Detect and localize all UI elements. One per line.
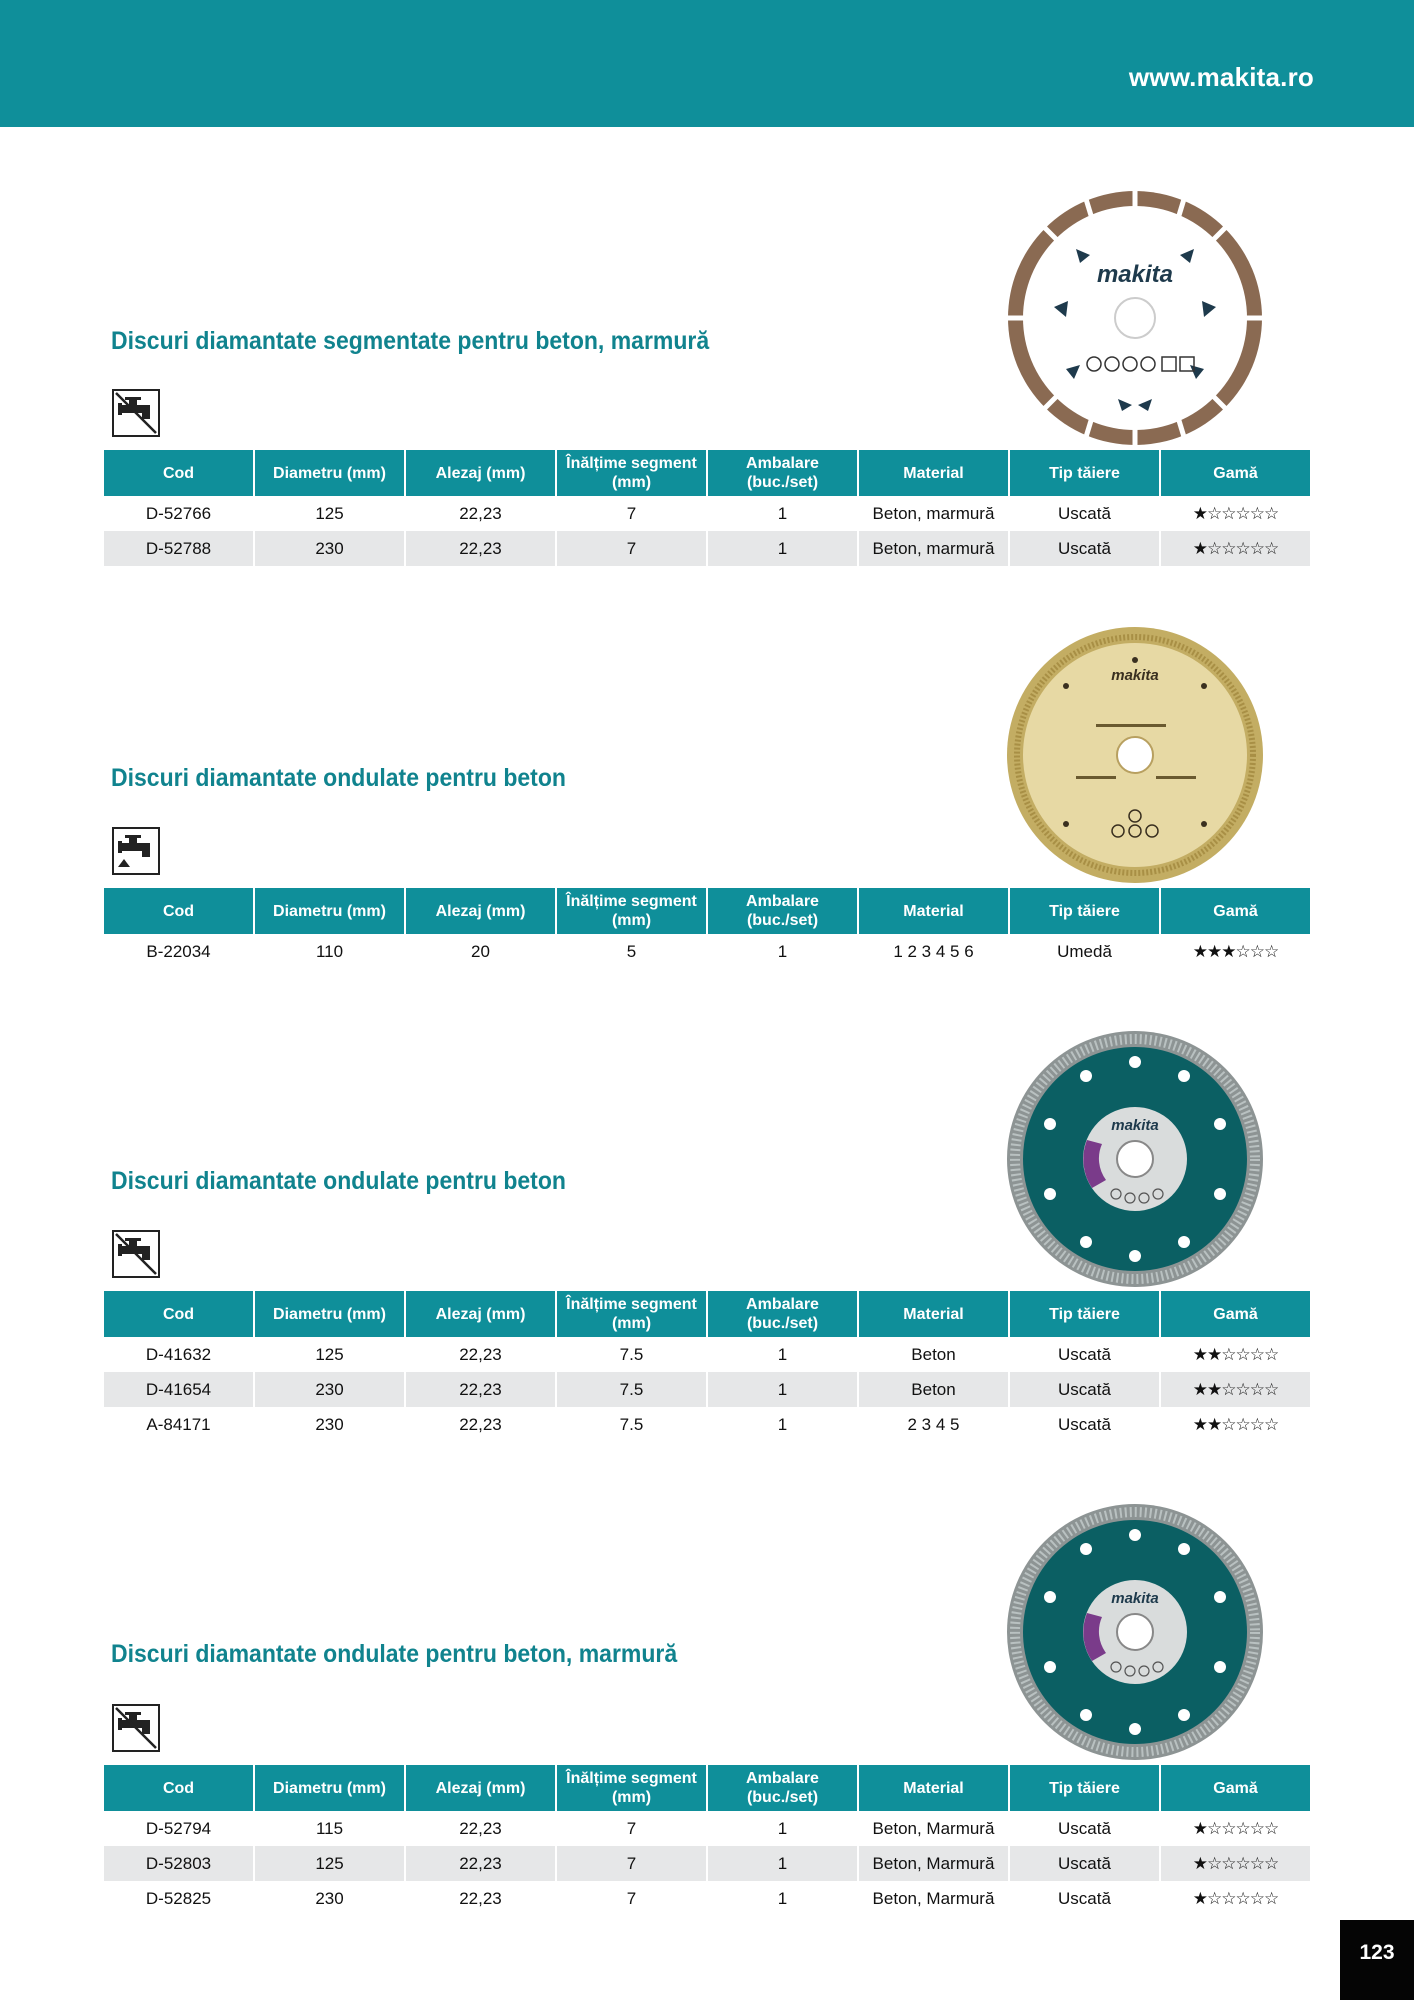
spec-table	[102, 1765, 1312, 1916]
spec-table	[102, 450, 1312, 566]
table-row	[104, 934, 1310, 969]
page-number: 123	[1340, 1920, 1414, 2000]
cell-cod: D-41654	[104, 1372, 253, 1407]
section-title: Discuri diamantate ondulate pentru beton	[111, 1167, 566, 1195]
cell-gama	[1161, 1881, 1310, 1916]
cell-cod: D-52794	[145, 1818, 212, 1838]
cell-cod: D-52766	[145, 503, 212, 523]
col-header-cod: Cod	[104, 1765, 253, 1811]
col-header-material: Material	[859, 1291, 1008, 1337]
rating-stars: ★☆☆☆☆☆	[1192, 1888, 1279, 1908]
cell-alezaj: 22,23	[459, 1344, 502, 1364]
rating-stars: ★★☆☆☆☆	[1192, 1414, 1279, 1434]
dry-cut-icon	[112, 389, 160, 437]
cell-diametru: 230	[315, 1414, 344, 1434]
table-row	[104, 1881, 1310, 1916]
table-row	[104, 1811, 1310, 1846]
cell-alezaj: 22,23	[406, 1372, 555, 1407]
cell-tip: Uscată	[1058, 1888, 1111, 1908]
cell-cod: D-41632	[145, 1344, 212, 1364]
col-header-cod: Cod	[104, 450, 253, 496]
rating-stars: ★★☆☆☆☆	[1192, 1344, 1279, 1364]
cell-tip: Uscată	[1058, 503, 1111, 523]
cell-material: Beton	[859, 1372, 1008, 1407]
col-header-material: Material	[859, 450, 1008, 496]
spec-table	[102, 888, 1312, 969]
section-title: Discuri diamantate ondulate pentru beton, marmură	[111, 1640, 678, 1668]
cell-ambalare: 1	[708, 1846, 857, 1881]
disc-brand-label: makita	[1111, 1590, 1159, 1607]
dry-cut-icon	[112, 1230, 160, 1278]
rating-stars: ★★☆☆☆☆	[1192, 1379, 1279, 1399]
cell-alezaj: 22,23	[459, 503, 502, 523]
rating-stars: ★☆☆☆☆☆	[1192, 538, 1279, 558]
cell-tip: Uscată	[1010, 1372, 1159, 1407]
cell-gama	[1161, 934, 1310, 969]
col-header-material: Material	[859, 888, 1008, 934]
wet-cut-icon	[112, 827, 160, 875]
col-header-alezaj: Alezaj (mm)	[406, 1765, 555, 1811]
col-header-cod: Cod	[104, 1291, 253, 1337]
table-row	[104, 1372, 1310, 1407]
col-header-material: Material	[859, 1765, 1008, 1811]
col-header-ambalare: Ambalare (buc./set)	[708, 888, 857, 934]
cell-alezaj: 22,23	[459, 1888, 502, 1908]
table-row	[104, 531, 1310, 566]
table-header-row	[104, 450, 1310, 496]
rating-stars: ★★★☆☆☆	[1192, 941, 1279, 961]
cell-inaltime: 7	[626, 1888, 637, 1908]
cell-inaltime: 7.5	[557, 1372, 706, 1407]
col-header-ambalare: Ambalare (buc./set)	[708, 1765, 857, 1811]
col-header-inaltime: Înălțime segment (mm)	[557, 1291, 706, 1337]
cell-alezaj: 22,23	[406, 1846, 555, 1881]
cell-cod: D-52825	[145, 1888, 212, 1908]
cell-gama	[1161, 1811, 1310, 1846]
disc-brand-label: makita	[1096, 261, 1174, 288]
cell-inaltime: 7	[626, 503, 637, 523]
cell-gama	[1161, 1407, 1310, 1442]
cell-gama	[1161, 1337, 1310, 1372]
cell-diametru: 230	[315, 1888, 344, 1908]
disc-brand-label: makita	[1111, 1117, 1159, 1134]
col-header-alezaj: Alezaj (mm)	[406, 1291, 555, 1337]
cell-inaltime: 7	[557, 1846, 706, 1881]
table-row	[104, 1846, 1310, 1881]
cell-ambalare: 1	[777, 1888, 788, 1908]
col-header-tip: Tip tăiere	[1010, 450, 1159, 496]
rating-stars: ★☆☆☆☆☆	[1192, 1853, 1279, 1873]
cell-gama	[1161, 496, 1310, 531]
cell-material: 1 2 3 4 5 6	[893, 941, 974, 961]
col-header-tip: Tip tăiere	[1010, 888, 1159, 934]
cell-diametru: 125	[315, 1344, 344, 1364]
cell-diametru: 115	[315, 1818, 344, 1838]
spec-table	[102, 1291, 1312, 1442]
table-header-row	[104, 1291, 1310, 1337]
cell-alezaj: 20	[471, 941, 490, 961]
turbo-disc-icon	[1006, 1030, 1264, 1288]
cell-cod: A-84171	[146, 1414, 211, 1434]
section-title: Discuri diamantate segmentate pentru beton, marmură	[111, 327, 710, 355]
col-header-alezaj: Alezaj (mm)	[406, 888, 555, 934]
cell-diametru: 230	[255, 531, 404, 566]
table-header-row	[104, 1765, 1310, 1811]
segmented-disc-icon	[1006, 189, 1264, 447]
col-header-inaltime: Înălțime segment (mm)	[557, 888, 706, 934]
cell-diametru: 110	[315, 941, 344, 961]
cell-inaltime: 7	[626, 1818, 637, 1838]
cell-tip: Uscată	[1058, 1414, 1111, 1434]
col-header-diametru: Diametru (mm)	[255, 1765, 404, 1811]
cell-material: Beton, Marmură	[872, 1888, 995, 1908]
col-header-diametru: Diametru (mm)	[255, 450, 404, 496]
col-header-gama: Gamă	[1161, 888, 1310, 934]
cell-ambalare: 1	[777, 1414, 788, 1434]
dry-cut-icon	[112, 1704, 160, 1752]
cell-cod: D-52788	[104, 531, 253, 566]
gold-disc-icon	[1006, 626, 1264, 884]
cell-material: Beton, marmură	[859, 531, 1008, 566]
cell-inaltime: 5	[626, 941, 637, 961]
col-header-ambalare: Ambalare (buc./set)	[708, 450, 857, 496]
col-header-inaltime: Înălțime segment (mm)	[557, 1765, 706, 1811]
cell-ambalare: 1	[708, 1372, 857, 1407]
cell-gama	[1161, 1372, 1310, 1407]
col-header-tip: Tip tăiere	[1010, 1291, 1159, 1337]
col-header-gama: Gamă	[1161, 1765, 1310, 1811]
cell-ambalare: 1	[708, 531, 857, 566]
cell-diametru: 125	[255, 1846, 404, 1881]
cell-gama	[1161, 531, 1310, 566]
website-link[interactable]: www.makita.ro	[1128, 62, 1314, 92]
disc-brand-label: makita	[1111, 667, 1159, 684]
cell-cod: B-22034	[146, 941, 211, 961]
cell-alezaj: 22,23	[459, 1414, 502, 1434]
cell-inaltime: 7	[557, 531, 706, 566]
cell-ambalare: 1	[777, 1344, 788, 1364]
cell-ambalare: 1	[777, 503, 788, 523]
col-header-diametru: Diametru (mm)	[255, 1291, 404, 1337]
cell-ambalare: 1	[777, 941, 788, 961]
col-header-cod: Cod	[104, 888, 253, 934]
col-header-diametru: Diametru (mm)	[255, 888, 404, 934]
header-bar	[0, 0, 1414, 127]
cell-material: Beton	[911, 1344, 956, 1364]
cell-material: Beton, Marmură	[859, 1846, 1008, 1881]
col-header-tip: Tip tăiere	[1010, 1765, 1159, 1811]
turbo-disc-icon	[1006, 1503, 1264, 1761]
table-row	[104, 1337, 1310, 1372]
cell-tip: Uscată	[1010, 1846, 1159, 1881]
cell-diametru: 230	[255, 1372, 404, 1407]
cell-alezaj: 22,23	[406, 531, 555, 566]
cell-diametru: 125	[315, 503, 344, 523]
cell-ambalare: 1	[777, 1818, 788, 1838]
cell-tip: Uscată	[1010, 531, 1159, 566]
cell-gama	[1161, 1846, 1310, 1881]
col-header-gama: Gamă	[1161, 1291, 1310, 1337]
cell-material: Beton, Marmură	[872, 1818, 995, 1838]
cell-inaltime: 7.5	[619, 1414, 644, 1434]
col-header-gama: Gamă	[1161, 450, 1310, 496]
table-row	[104, 496, 1310, 531]
cell-tip: Umedă	[1057, 941, 1112, 961]
table-row	[104, 1407, 1310, 1442]
col-header-ambalare: Ambalare (buc./set)	[708, 1291, 857, 1337]
cell-material: Beton, marmură	[872, 503, 995, 523]
section-title: Discuri diamantate ondulate pentru beton	[111, 764, 566, 792]
cell-tip: Uscată	[1058, 1344, 1111, 1364]
cell-tip: Uscată	[1058, 1818, 1111, 1838]
table-header-row	[104, 888, 1310, 934]
col-header-alezaj: Alezaj (mm)	[406, 450, 555, 496]
col-header-inaltime: Înălțime segment (mm)	[557, 450, 706, 496]
rating-stars: ★☆☆☆☆☆	[1192, 1818, 1279, 1838]
rating-stars: ★☆☆☆☆☆	[1192, 503, 1279, 523]
cell-cod: D-52803	[104, 1846, 253, 1881]
cell-material: 2 3 4 5	[907, 1414, 960, 1434]
cell-inaltime: 7.5	[619, 1344, 644, 1364]
cell-alezaj: 22,23	[459, 1818, 502, 1838]
